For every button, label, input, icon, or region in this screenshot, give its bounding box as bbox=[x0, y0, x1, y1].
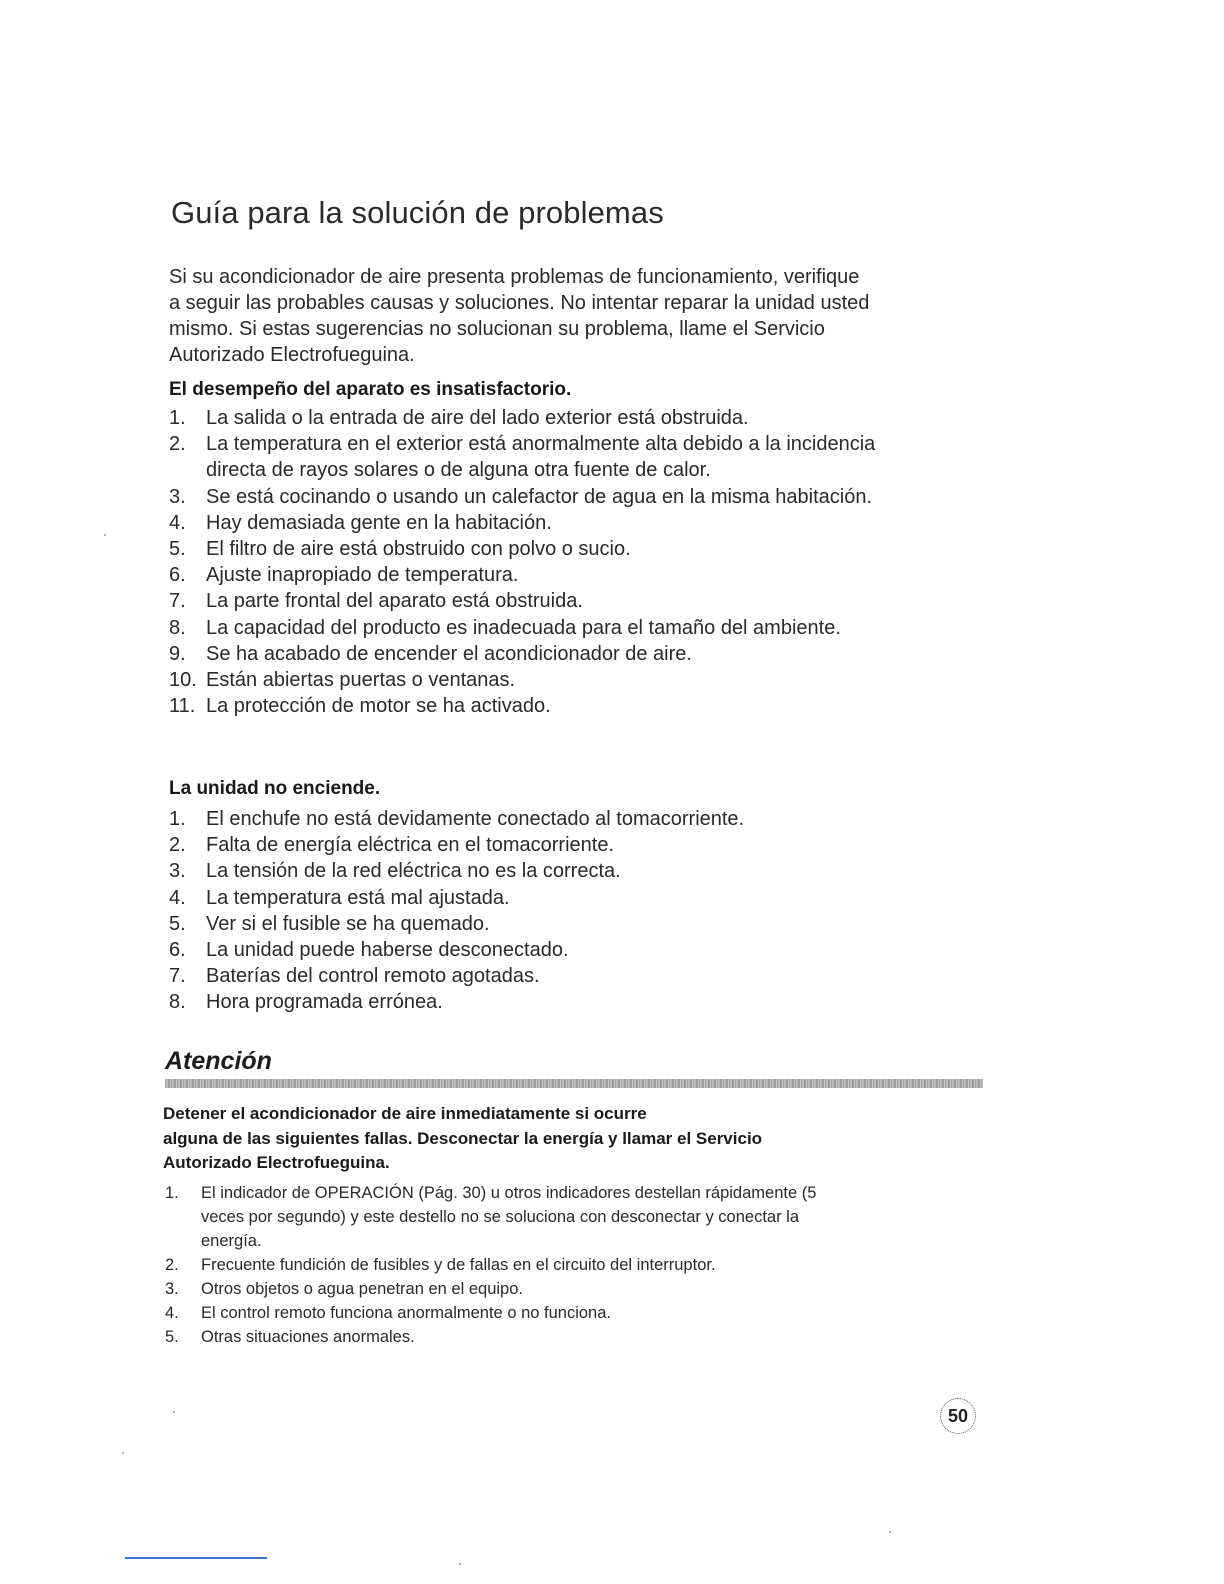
list-item bbox=[169, 615, 875, 641]
list-item bbox=[169, 405, 875, 431]
item-number: 5. bbox=[165, 1328, 179, 1346]
list-item bbox=[169, 885, 744, 911]
performance-causes-list bbox=[169, 405, 875, 719]
item-number: 5. bbox=[169, 538, 186, 561]
list-item bbox=[169, 937, 744, 963]
item-text: Otras situaciones anormales. bbox=[201, 1328, 415, 1346]
intro-line: a seguir las probables causas y soluciones. No intentar reparar la unidad usted bbox=[169, 292, 870, 314]
item-number: 11. bbox=[169, 695, 196, 718]
item-text: Ajuste inapropiado de temperatura. bbox=[206, 564, 519, 587]
list-item bbox=[169, 911, 744, 937]
list-item bbox=[169, 832, 744, 858]
section-heading-no-power: La unidad no enciende. bbox=[169, 778, 381, 799]
list-item bbox=[169, 858, 744, 884]
list-item bbox=[169, 536, 875, 562]
list-item bbox=[169, 562, 875, 588]
item-text: La temperatura está mal ajustada. bbox=[206, 886, 510, 909]
intro-line: mismo. Si estas sugerencias no solucionan su problema, llame el Servicio bbox=[169, 318, 825, 340]
item-number: 3. bbox=[165, 1280, 179, 1298]
item-text: La unidad puede haberse desconectado. bbox=[206, 939, 569, 962]
list-item bbox=[169, 641, 875, 667]
item-number: 4. bbox=[165, 1304, 179, 1322]
item-number: 2. bbox=[169, 834, 186, 857]
list-item bbox=[169, 806, 744, 832]
item-number: 1. bbox=[165, 1184, 179, 1202]
item-text-continuation: directa de rayos solares o de alguna otra fuente de calor. bbox=[206, 459, 711, 482]
list-item bbox=[169, 667, 875, 693]
item-text: Baterías del control remoto agotadas. bbox=[206, 965, 540, 988]
scan-speck bbox=[122, 1452, 124, 1454]
item-text: Están abiertas puertas o ventanas. bbox=[206, 669, 516, 692]
item-number: 9. bbox=[169, 642, 186, 665]
item-number: 3. bbox=[169, 860, 186, 883]
list-item bbox=[165, 1253, 816, 1277]
item-text: Otros objetos o agua penetran en el equipo. bbox=[201, 1280, 523, 1298]
scan-speck bbox=[459, 1563, 461, 1565]
item-text: El filtro de aire está obstruido con polvo o sucio. bbox=[206, 538, 631, 561]
item-number: 4. bbox=[169, 886, 186, 909]
list-item bbox=[169, 693, 875, 719]
scan-speck bbox=[889, 1531, 891, 1533]
item-number: 8. bbox=[169, 616, 186, 639]
attention-title: Atención bbox=[165, 1047, 272, 1075]
item-text: La salida o la entrada de aire del lado exterior está obstruida. bbox=[206, 407, 749, 429]
item-text: La tensión de la red eléctrica no es la correcta. bbox=[206, 860, 621, 883]
item-number: 3. bbox=[169, 485, 186, 508]
item-number: 6. bbox=[169, 939, 186, 962]
item-number: 8. bbox=[169, 991, 186, 1014]
intro-line: Si su acondicionador de aire presenta problemas de funcionamiento, verifique bbox=[169, 266, 860, 288]
attention-faults-list bbox=[165, 1181, 816, 1349]
item-number: 2. bbox=[165, 1256, 179, 1274]
scan-artifact-line bbox=[125, 1557, 267, 1559]
item-number: 6. bbox=[169, 564, 186, 587]
intro-paragraph bbox=[169, 264, 999, 368]
item-text: La capacidad del producto es inadecuada para el tamaño del ambiente. bbox=[206, 616, 841, 639]
item-text: Hay demasiada gente en la habitación. bbox=[206, 511, 552, 534]
list-item bbox=[165, 1181, 816, 1253]
list-item bbox=[169, 510, 875, 536]
list-item bbox=[165, 1301, 816, 1325]
page-title: Guía para la solución de problemas bbox=[171, 194, 664, 230]
item-number: 5. bbox=[169, 912, 186, 935]
item-text: La parte frontal del aparato está obstruida. bbox=[206, 590, 583, 613]
item-number: 7. bbox=[169, 590, 186, 613]
item-number: 4. bbox=[169, 511, 186, 534]
list-item bbox=[169, 963, 744, 989]
section-heading-performance: El desempeño del aparato es insatisfactorio. bbox=[169, 379, 572, 400]
item-text: Falta de energía eléctrica en el tomacorriente. bbox=[206, 834, 614, 857]
scan-speck bbox=[173, 1411, 175, 1413]
item-number: 2. bbox=[169, 433, 186, 456]
item-text: El control remoto funciona anormalmente o no funciona. bbox=[201, 1304, 611, 1322]
warning-line: Autorizado Electrofueguina. bbox=[163, 1153, 390, 1172]
item-text: El enchufe no está devidamente conectado al tomacorriente. bbox=[206, 808, 745, 830]
item-text: Se ha acabado de encender el acondicionador de aire. bbox=[206, 642, 692, 665]
list-item bbox=[169, 588, 875, 614]
warning-line: alguna de las siguientes fallas. Desconectar la energía y llamar el Servicio bbox=[163, 1128, 763, 1148]
item-text: Ver si el fusible se ha quemado. bbox=[206, 912, 490, 935]
list-item bbox=[165, 1325, 816, 1349]
item-text: El indicador de OPERACIÓN (Pág. 30) u otros indicadores destellan rápidamente (5 bbox=[201, 1184, 817, 1202]
item-text: Frecuente fundición de fusibles y de fallas en el circuito del interruptor. bbox=[201, 1256, 716, 1274]
intro-line: Autorizado Electrofueguina. bbox=[169, 344, 415, 366]
item-text-continuation: energía. bbox=[201, 1232, 262, 1250]
attention-divider bbox=[165, 1079, 983, 1088]
item-text: Se está cocinando o usando un calefactor de agua en la misma habitación. bbox=[206, 485, 872, 508]
item-number: 1. bbox=[169, 808, 186, 830]
list-item bbox=[165, 1277, 816, 1301]
item-text-continuation: veces por segundo) y este destello no se soluciona con desconectar y conectar la bbox=[201, 1208, 800, 1226]
warning-line: Detener el acondicionador de aire inmediatamente si ocurre bbox=[163, 1104, 647, 1123]
list-item bbox=[169, 484, 875, 510]
no-power-causes-list bbox=[169, 806, 744, 1016]
page-number: 50 bbox=[940, 1398, 976, 1434]
item-number: 10. bbox=[169, 669, 197, 692]
attention-warning bbox=[163, 1102, 762, 1176]
list-item bbox=[169, 989, 744, 1015]
scan-speck bbox=[104, 534, 106, 536]
item-number: 1. bbox=[169, 407, 186, 429]
list-item bbox=[169, 431, 875, 483]
item-text: Hora programada errónea. bbox=[206, 991, 443, 1014]
item-text: La protección de motor se ha activado. bbox=[206, 695, 551, 718]
item-text: La temperatura en el exterior está anormalmente alta debido a la incidencia bbox=[206, 433, 876, 456]
item-number: 7. bbox=[169, 965, 186, 988]
